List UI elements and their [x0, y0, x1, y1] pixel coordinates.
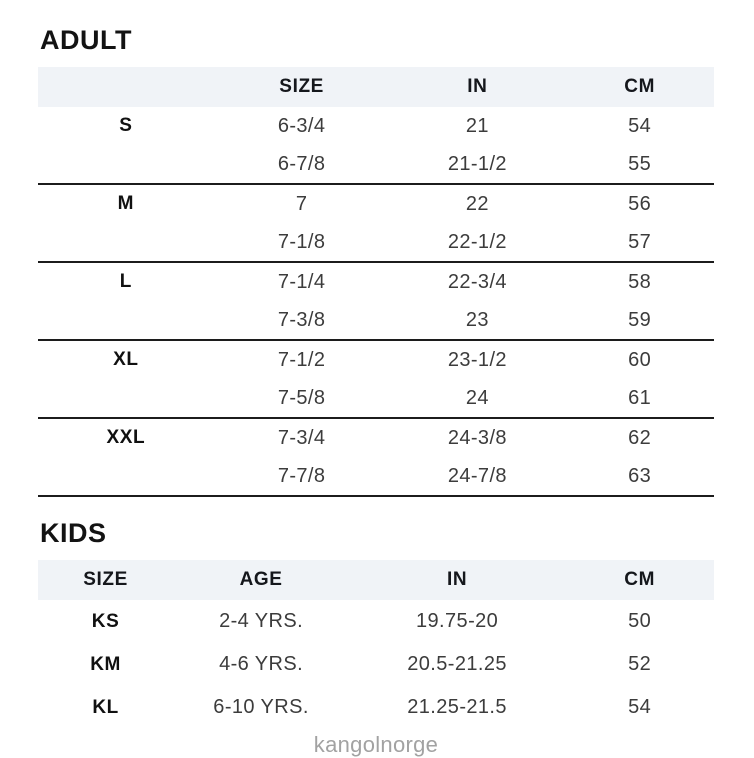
table-row [38, 262, 714, 301]
adult-col-in: IN [390, 67, 566, 107]
cell-cm: 63 [628, 464, 652, 487]
adult-section-title: ADULT [40, 25, 132, 55]
table-row [38, 184, 714, 223]
cell-size: 7-3/8 [277, 308, 326, 331]
table-row [38, 107, 714, 145]
size-group-label-empty [38, 301, 214, 340]
brand-watermark: kangolnorge [313, 732, 439, 757]
adult-col-blank [38, 67, 214, 107]
cell-size: 7-5/8 [277, 386, 326, 409]
cell-in: 22-1/2 [447, 230, 507, 253]
size-group-label-empty [38, 457, 214, 496]
cell-cm: 61 [628, 386, 652, 409]
adult-size-table [38, 67, 714, 497]
adult-group-s [38, 107, 714, 184]
adult-col-cm: CM [565, 67, 714, 107]
cell-size: 7 [295, 192, 308, 215]
cell-in: 22-3/4 [447, 270, 507, 293]
table-row [38, 145, 714, 184]
cell-cm: 56 [628, 192, 652, 215]
table-row [38, 643, 714, 686]
kids-size-label: KM [90, 653, 121, 675]
kids-col-size: SIZE [38, 560, 173, 600]
cell-size: 6-3/4 [277, 114, 326, 137]
adult-group-l [38, 262, 714, 340]
cell-cm: 52 [628, 653, 652, 675]
table-row [38, 340, 714, 379]
cell-size: 7-7/8 [277, 464, 326, 487]
cell-in: 23-1/2 [447, 348, 507, 371]
cell-size: 7-1/2 [277, 348, 326, 371]
kids-size-label: KL [92, 696, 119, 718]
cell-in: 20.5-21.25 [407, 653, 507, 675]
cell-cm: 54 [628, 114, 652, 137]
cell-cm: 50 [628, 610, 652, 632]
table-row [38, 600, 714, 643]
cell-size: 7-1/8 [277, 230, 326, 253]
kids-size-table [38, 560, 714, 729]
kids-col-age: AGE [173, 560, 349, 600]
table-row [38, 418, 714, 457]
cell-in: 21 [465, 114, 489, 137]
cell-in: 19.75-20 [416, 610, 499, 632]
cell-size: 7-1/4 [277, 270, 326, 293]
cell-cm: 54 [628, 696, 652, 718]
adult-group-xxl [38, 418, 714, 496]
cell-in: 24-7/8 [447, 464, 507, 487]
kids-col-in: IN [349, 560, 565, 600]
cell-in: 22 [465, 192, 489, 215]
cell-in: 21.25-21.5 [407, 696, 507, 718]
cell-cm: 55 [628, 152, 652, 175]
kids-col-cm: CM [565, 560, 714, 600]
table-row [38, 223, 714, 262]
cell-cm: 57 [628, 230, 652, 253]
cell-in: 24-3/8 [447, 426, 507, 449]
cell-cm: 58 [628, 270, 652, 293]
size-group-label-empty [38, 379, 214, 418]
table-row [38, 301, 714, 340]
size-group-label-empty [38, 223, 214, 262]
table-row [38, 457, 714, 496]
adult-header-row [38, 67, 714, 107]
cell-cm: 60 [628, 348, 652, 371]
cell-size: 7-3/4 [277, 426, 326, 449]
cell-in: 21-1/2 [447, 152, 507, 175]
adult-group-m [38, 184, 714, 262]
cell-age: 6-10 YRS. [213, 696, 309, 718]
kids-header-row [38, 560, 714, 600]
cell-cm: 59 [628, 308, 652, 331]
size-group-label: L [119, 271, 132, 292]
cell-size: 6-7/8 [277, 152, 326, 175]
adult-group-xl [38, 340, 714, 418]
cell-in: 23 [465, 308, 489, 331]
cell-age: 4-6 YRS. [219, 653, 304, 675]
kids-section-title: KIDS [40, 518, 107, 548]
cell-cm: 62 [628, 426, 652, 449]
cell-in: 24 [465, 386, 489, 409]
table-row [38, 686, 714, 729]
size-group-label: M [117, 193, 135, 214]
cell-age: 2-4 YRS. [219, 610, 304, 632]
size-group-label-empty [38, 145, 214, 184]
size-group-label: XL [113, 349, 139, 370]
kids-size-label: KS [91, 610, 120, 632]
size-group-label: XXL [106, 427, 146, 448]
table-row [38, 379, 714, 418]
size-group-label: S [119, 115, 133, 136]
adult-col-size: SIZE [214, 67, 390, 107]
